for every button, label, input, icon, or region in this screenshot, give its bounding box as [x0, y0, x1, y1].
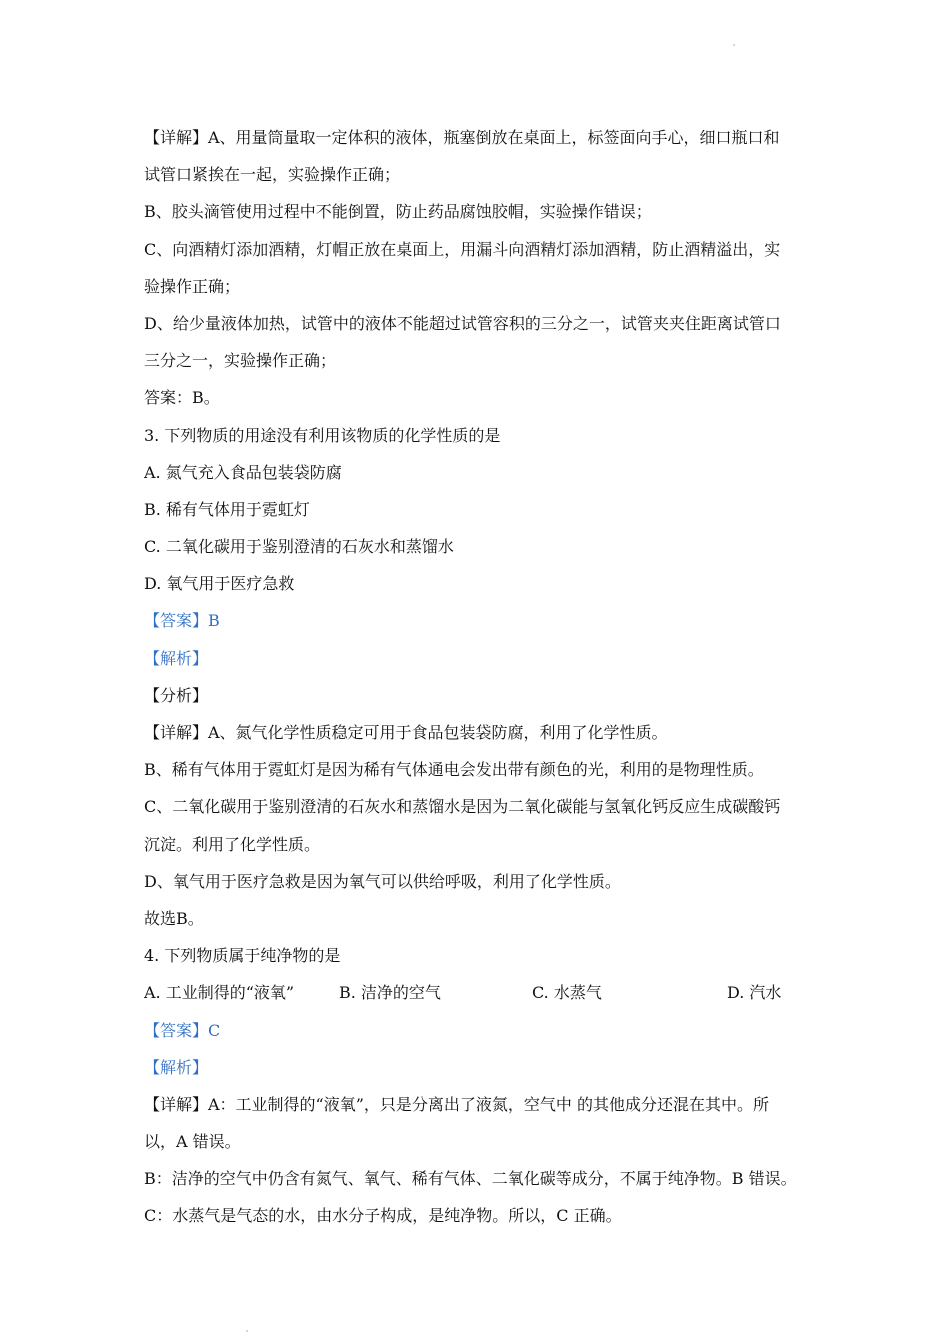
answer-heading: 【答案】B: [144, 611, 220, 631]
text-line: 三分之一，实验操作正确；: [144, 351, 337, 371]
scan-dot: [246, 1330, 248, 1332]
text-line: C：水蒸气是气态的水，由水分子构成，是纯净物。所以，C 正确。: [144, 1206, 622, 1226]
question-3-option-b: B. 稀有气体用于霓虹灯: [144, 499, 310, 519]
answer-heading: 【答案】C: [144, 1020, 221, 1040]
question-4-option-b: B. 洁净的空气: [339, 983, 441, 1003]
text-line: B、稀有气体用于霓虹灯是因为稀有气体通电会发出带有颜色的光，利用的是物理性质。: [144, 760, 764, 780]
text-line: B：洁净的空气中仍含有氮气、氧气、稀有气体、二氧化碳等成分，不属于纯净物。B 错误。: [144, 1169, 797, 1189]
text-line: B、胶头滴管使用过程中不能倒置，防止药品腐蚀胶帽，实验操作错误；: [144, 202, 652, 222]
text-line: 沉淀。利用了化学性质。: [144, 834, 321, 854]
question-3-option-c: C. 二氧化碳用于鉴别澄清的石灰水和蒸馏水: [144, 537, 454, 557]
question-4-option-d: D. 汽水: [727, 983, 782, 1003]
text-line: 试管口紧挨在一起，实验操作正确；: [144, 165, 401, 185]
text-line: 【详解】A、用量筒量取一定体积的液体，瓶塞倒放在桌面上，标签面向手心，细口瓶口和: [144, 128, 780, 147]
text-line: 答案：B。: [144, 388, 220, 408]
question-3-option-d: D. 氧气用于医疗急救: [144, 574, 295, 594]
question-4-options: [144, 974, 814, 1011]
question-3-option-a: A. 氮气充入食品包装袋防腐: [144, 462, 342, 482]
document-body: [144, 119, 814, 1235]
text-line: C、二氧化碳用于鉴别澄清的石灰水和蒸馏水是因为二氧化碳能与氢氧化钙反应生成碳酸钙: [144, 797, 781, 817]
question-3-stem: 3. 下列物质的用途没有利用该物质的化学性质的是: [144, 425, 501, 445]
text-line: 【详解】A：工业制得的“液氧”，只是分离出了液氮，空气中 的其他成分还混在其中。所: [144, 1094, 770, 1114]
text-line: 【分析】: [144, 685, 209, 705]
analysis-heading: 【解析】: [144, 648, 209, 668]
text-line: C、向酒精灯添加酒精，灯帽正放在桌面上，用漏斗向酒精灯添加酒精，防止酒精溢出，实: [144, 239, 781, 259]
question-4-option-c: C. 水蒸气: [532, 983, 602, 1003]
question-4-option-a: A. 工业制得的“液氧”: [144, 983, 295, 1003]
scan-dot: [733, 44, 735, 46]
text-line: D、氧气用于医疗急救是因为氧气可以供给呼吸，利用了化学性质。: [144, 871, 621, 891]
text-line: D、给少量液体加热，试管中的液体不能超过试管容积的三分之一，试管夹夹住距离试管口: [144, 313, 781, 333]
text-line: 【详解】A、氮气化学性质稳定可用于食品包装袋防腐，利用了化学性质。: [144, 723, 668, 742]
text-line: 故选B。: [144, 908, 204, 928]
text-line: 以，A 错误。: [144, 1132, 241, 1152]
text-line: 验操作正确；: [144, 276, 241, 296]
question-4-stem: 4. 下列物质属于纯净物的是: [144, 946, 341, 966]
analysis-heading: 【解析】: [144, 1057, 209, 1077]
